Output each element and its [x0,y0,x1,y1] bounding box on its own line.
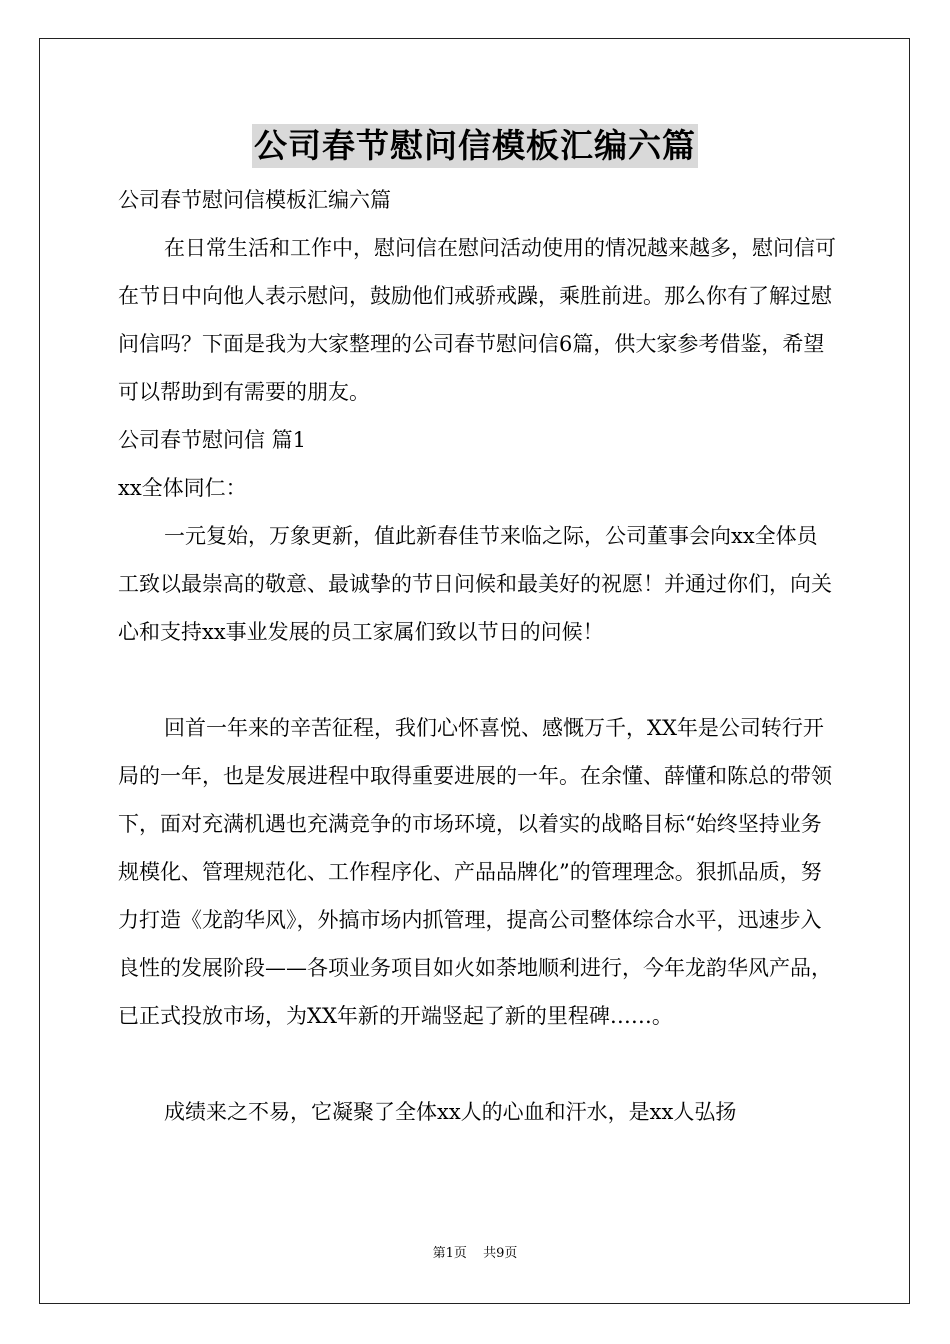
page-footer [0,1244,950,1264]
paragraph-1: 一元复始，万象更新，值此新春佳节来临之际，公司董事会向xx全体员工致以最崇高的敬意、最诚挚的节日问候和最美好的祝愿！并通过你们，向关心和支持xx事业发展的员工家属们致以节日的问候！ [118,524,832,644]
salutation: xx全体同仁： [118,476,247,500]
paragraph-2: 回首一年来的辛苦征程，我们心怀喜悦、感慨万千，XX年是公司转行开局的一年，也是发展进程中取得重要进展的一年。在余懂、薛懂和陈总的带领下，面对充满机遇也充满竞争的市场环境，以着实的战略目标“始终坚持业务规模化、管理规范化、工作程序化、产品品牌化”的管理理念。狠抓品质，努力打造《龙韵华风》，外搞市场内抓管理，提高公司整体综合水平，迅速步入良性的发展阶段——各项业务项目如火如荼地顺利进行，今年龙韵华风产品，已正式投放市场，为XX年新的开端竖起了新的里程碑……。 [118,716,832,1028]
document-title: 公司春节慰问信模板汇编六篇 [252,124,698,168]
page-number: 第1页 [432,1246,467,1261]
subtitle: 公司春节慰问信模板汇编六篇 [118,188,391,212]
title-container [0,124,950,168]
section-title: 公司春节慰问信 篇1 [118,428,307,452]
intro-paragraph: 在日常生活和工作中，慰问信在慰问活动使用的情况越来越多，慰问信可在节日中向他人表示慰问，鼓励他们戒骄戒躁，乘胜前进。那么你有了解过慰问信吗？下面是我为大家整理的公司春节慰问信6篇，供大家参考借鉴，希望可以帮助到有需要的朋友。 [118,236,836,404]
page-total: 共9页 [483,1246,518,1261]
paragraph-3: 成绩来之不易，它凝聚了全体xx人的心血和汗水，是xx人弘扬 [164,1100,737,1124]
